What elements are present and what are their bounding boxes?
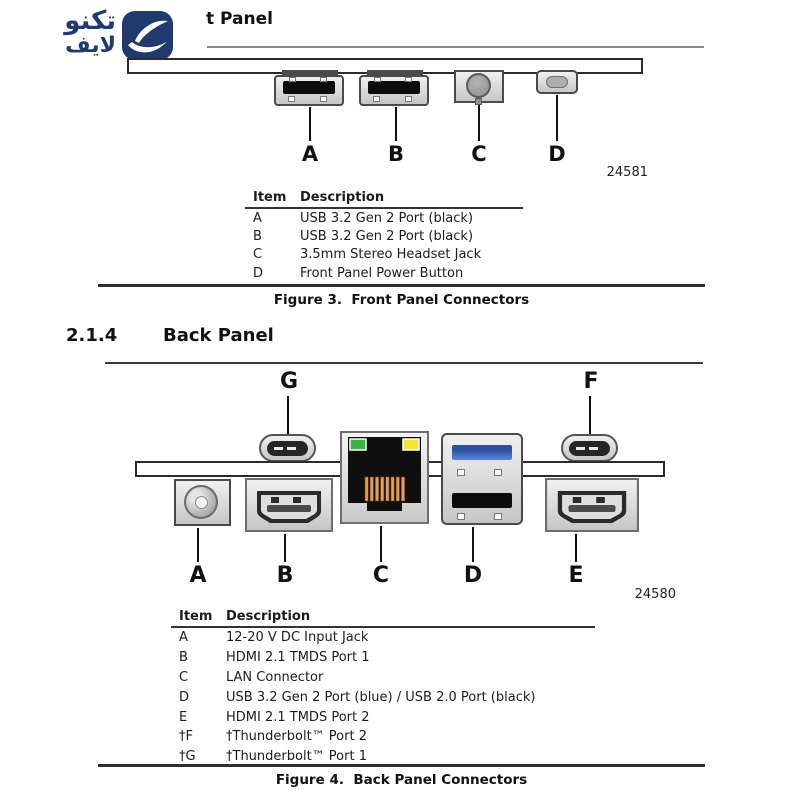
leader-line-d [556,95,558,141]
figure-3-caption: Figure 3. Front Panel Connectors [273,292,530,308]
hdmi-port-1 [245,478,333,532]
item-cell: D [179,689,190,705]
leader-line-back-a [197,528,199,562]
usb-contact [405,77,412,82]
leader-line-c [478,105,480,141]
hdmi-port-2 [545,478,639,532]
leader-line-b [395,107,397,141]
leader-line-back-d [472,527,474,562]
table-row [245,227,555,245]
table-row [245,209,555,227]
front-drawing-number: 24581 [606,165,648,180]
usb-c-pins [589,447,598,450]
item-cell: C [179,669,189,685]
item-cell: B [179,650,188,666]
usb-contact [494,513,502,520]
item-cell: E [179,709,188,725]
usb-3-port-blue [452,445,512,460]
back-port-label-d: D [463,563,483,588]
description-cell: †Thunderbolt™ Port 1 [226,749,367,765]
lan-port [340,431,429,524]
item-cell: †F [179,729,193,745]
leader-line-back-e [575,534,577,562]
table-row [171,628,611,648]
usb-contact [405,96,412,102]
front-port-label-a: A [301,142,319,166]
description-cell: 12-20 V DC Input Jack [226,630,369,646]
item-cell: A [253,210,262,226]
usb-contact [288,96,295,102]
table-row [171,648,611,668]
leader-line-back-b [284,534,286,562]
headset-jack-stem [475,98,482,105]
usb-a-port-b-slot [368,81,420,94]
usb-contact [457,513,465,520]
back-panel-heading: Back Panel [163,325,274,346]
item-cell: C [253,247,263,263]
section-divider [105,362,703,364]
front-port-label-b: B [387,142,404,166]
col-header-item: Item [179,608,213,624]
table-row [171,727,611,747]
usb-contact [289,77,296,82]
description-cell: USB 3.2 Gen 2 Port (black) [300,228,474,244]
description-cell: LAN Connector [226,669,324,685]
description-cell: HDMI 2.1 TMDS Port 2 [226,709,370,725]
description-cell: USB 3.2 Gen 2 Port (blue) / USB 2.0 Port (black) [226,689,536,705]
usb-contact [374,77,381,82]
heading-underline [207,46,704,48]
item-cell: D [253,265,264,281]
item-cell: B [253,228,262,244]
headset-jack-hole [466,73,491,98]
description-cell: †Thunderbolt™ Port 2 [226,729,367,745]
table-row [171,687,611,707]
front-port-label-c: C [471,142,487,166]
usb-contact [320,77,327,82]
table-row [245,246,555,264]
usb-contact [373,96,380,102]
leader-line-f [589,396,591,435]
leader-line-g [287,396,289,435]
section-number: 2.1.4 [66,325,118,346]
store-logo-line2: لايف [65,33,116,58]
table-row [171,707,611,727]
table-bottom-rule [98,284,705,287]
back-port-label-b: B [276,563,294,588]
back-port-label-c: C [372,563,390,588]
leader-line-back-c [380,526,382,562]
usb-c-pins [287,447,296,450]
power-button-cap [546,76,568,88]
store-logo-icon [122,11,173,60]
usb-c-pins [576,447,585,450]
figure-4-caption: Figure 4. Back Panel Connectors [275,772,528,788]
back-port-label-g: G [279,369,299,394]
col-header-description: Description [300,190,385,205]
front-port-label-d: D [548,142,566,166]
description-cell: Front Panel Power Button [300,265,464,281]
item-cell: †G [179,749,196,765]
front-panel-heading: t Panel [206,9,273,29]
store-logo-line1: تكنو [64,6,116,36]
leader-line-a [309,107,311,141]
table-row [171,668,611,688]
back-port-label-a: A [189,563,207,588]
back-port-label-f: F [583,369,599,394]
swoosh-icon [122,11,173,60]
store-logo-text [24,8,116,57]
back-port-label-e: E [568,563,584,588]
table-row [245,264,555,282]
description-cell: USB 3.2 Gen 2 Port (black) [300,210,474,226]
front-panel-table [245,188,555,282]
back-drawing-number: 24580 [634,587,676,602]
dc-input-jack-pin-hole [195,496,208,509]
description-cell: HDMI 2.1 TMDS Port 1 [226,650,370,666]
usb-2-port-black [452,493,512,508]
table-header-row [245,188,555,207]
item-cell: A [179,630,188,646]
table-bottom-rule [98,764,705,767]
usb-a-port-a-slot [283,81,335,94]
usb-contact [457,469,465,476]
usb-contact [320,96,327,102]
usb-c-pins [274,447,283,450]
col-header-item: Item [253,190,287,205]
description-cell: 3.5mm Stereo Headset Jack [300,247,482,263]
back-panel-table [171,606,611,767]
usb-contact [494,469,502,476]
col-header-description: Description [226,608,311,624]
table-header-row [171,606,611,626]
